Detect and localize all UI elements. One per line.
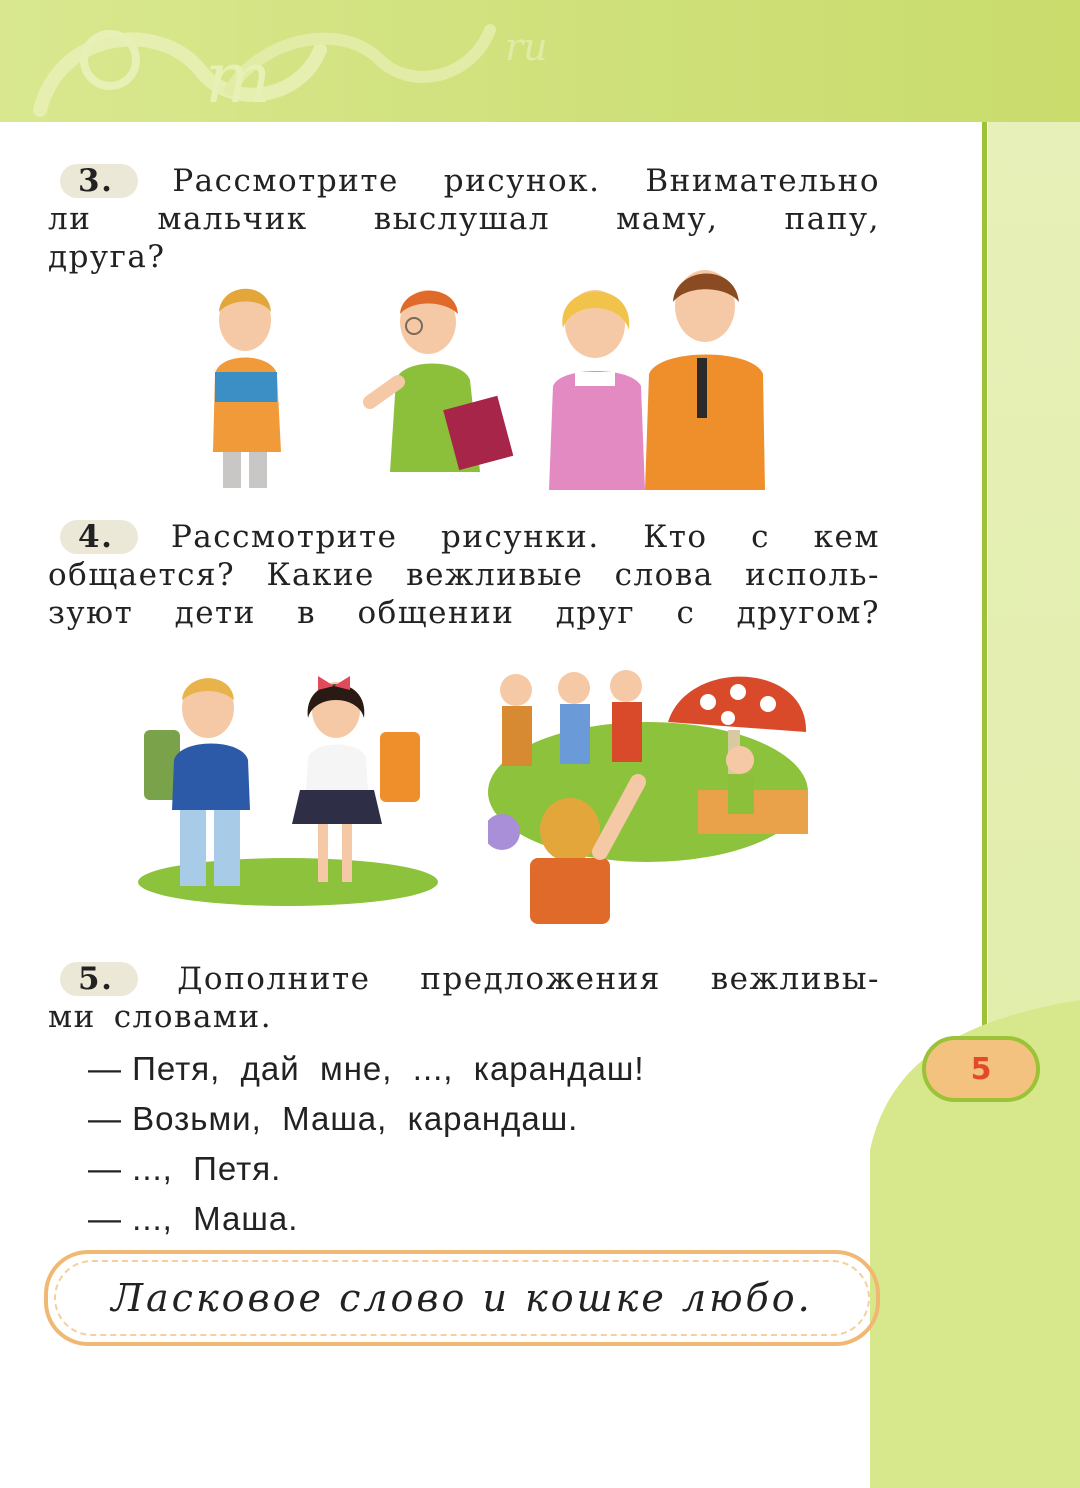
word: папу,: [784, 201, 880, 237]
task-3: [48, 162, 880, 276]
word: общается?: [48, 557, 236, 593]
dialog-line: — ..., Маша.: [88, 1200, 299, 1237]
svg-text:m: m: [205, 37, 272, 119]
word: исполь-: [745, 557, 880, 593]
word: словами.: [113, 999, 273, 1035]
header-band: [0, 0, 1080, 122]
boy-figure-icon: [213, 289, 281, 488]
mother-figure-icon: [549, 290, 645, 490]
dialog-lines: [88, 1044, 645, 1244]
schoolchildren-illustration: [138, 660, 438, 910]
word: вежливые: [406, 557, 584, 593]
dialog-line: — ..., Петя.: [88, 1150, 282, 1187]
word: мальчик: [157, 201, 308, 237]
task-number: 5.: [48, 960, 127, 998]
father-figure-icon: [645, 270, 765, 490]
proverb-text: Ласковое слово и кошке любо.: [111, 1276, 813, 1320]
dialog-line: — Возьми, Маша, карандаш.: [88, 1100, 579, 1137]
task-5-line-1: [48, 960, 880, 998]
word: дети: [174, 595, 256, 631]
family-illustration: [205, 262, 765, 490]
word: друга?: [48, 239, 166, 275]
word: ли: [48, 201, 92, 237]
word: маму,: [616, 201, 719, 237]
task-5: [48, 960, 880, 1036]
word: общении: [357, 595, 515, 631]
task-number: 4.: [48, 518, 127, 556]
word: Внимательно: [645, 163, 880, 199]
page-number: 5: [922, 1036, 1040, 1102]
schoolgirl-figure-icon: [292, 676, 420, 882]
decorative-swirl-icon: [0, 0, 1080, 122]
word: в: [297, 595, 317, 631]
word: вежливы-: [710, 961, 880, 997]
word: слова: [614, 557, 714, 593]
task-5-line-2: [48, 998, 880, 1036]
word: с: [751, 519, 771, 555]
word: Кто: [643, 519, 708, 555]
playground-illustration: [488, 662, 810, 924]
word: зуют: [48, 595, 134, 631]
margin-line: [982, 122, 987, 1028]
task-number: 3.: [48, 162, 127, 200]
dialog-line: — Петя, дай мне, ..., карандаш!: [88, 1050, 645, 1087]
task-4-line-2: [48, 556, 880, 594]
word: выслушал: [373, 201, 551, 237]
schoolboy-figure-icon: [144, 678, 250, 886]
word: предложения: [420, 961, 661, 997]
word: друг: [555, 595, 636, 631]
word: рисунки.: [441, 519, 600, 555]
word: кем: [813, 519, 880, 555]
task-3-line-2: [48, 200, 880, 238]
proverb-box: [44, 1250, 880, 1346]
friend-figure-icon: [370, 290, 513, 472]
word: Какие: [266, 557, 375, 593]
task-4-line-1: [48, 518, 880, 556]
task-4: [48, 518, 880, 632]
svg-text:ru: ru: [505, 25, 548, 69]
word: Рассмотрите: [172, 163, 399, 199]
word: с: [676, 595, 696, 631]
word: ми: [48, 999, 96, 1035]
word: рисунок.: [443, 163, 601, 199]
word: другом?: [736, 595, 880, 631]
word: Рассмотрите: [170, 519, 398, 555]
task-4-line-3: [48, 594, 880, 632]
word: Дополните: [177, 961, 371, 997]
task-3-line-1: [48, 162, 880, 200]
